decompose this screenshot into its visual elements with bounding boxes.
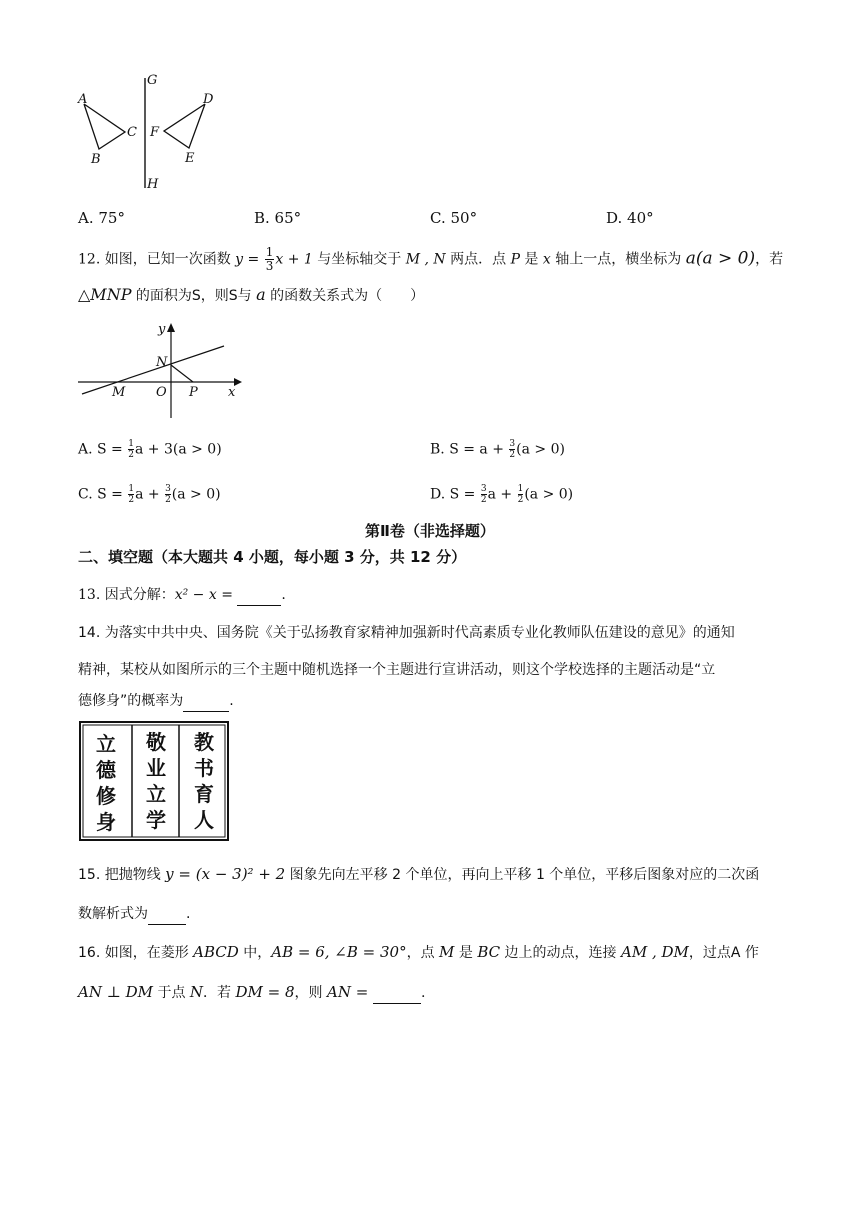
label-m: M [112,385,126,400]
label-x: x [228,385,236,400]
q16-line2: AN ⊥ DM 于点 N．若 DM = 8，则 AN = . [78,982,426,1004]
q11-option-b[interactable]: B. 65° [254,209,302,227]
q15-line1: 15. 把抛物线 y = (x − 3)² + 2 图象先向左平移 2 个单位，再向上平移 1 个单位，平移后图象对应的二次函 [78,865,760,883]
q12-option-b[interactable]: B. S = a + $\frac{3}{2}$ (a > 0) [430,439,565,460]
theme-card-3[interactable]: 教 书 育 人 [194,730,214,832]
label-c: C [127,125,137,140]
q13: 13. 因式分解：x² − x = . [78,585,286,606]
q14-line3: 德修身”的概率为 . [78,691,234,712]
q12-option-c[interactable]: C. S = $\frac{1}{2}$ a + $\frac{3}{2}$ (a > 0) [78,484,221,505]
section-title: 第Ⅱ卷（非选择题） [365,522,495,540]
figure-12-graph [74,318,250,422]
q15-line2: 数解析式为 . [78,904,190,925]
label-n: N [156,355,168,370]
q14-line1: 14. 为落实中共中央、国务院《关于弘扬教育家精神加强新时代高素质专业化教师队伍建设的意见》的通知 [78,625,735,641]
label-h: H [147,177,159,192]
theme-card-2[interactable]: 敬 业 立 学 [146,730,166,832]
q13-answer-blank[interactable] [237,585,281,606]
q15-answer-blank[interactable] [148,904,186,925]
q12-fraction: $\frac{1}{3}$ [265,245,274,273]
line-mn [82,346,224,394]
theme-card-1[interactable]: 立 德 修 身 [96,732,116,834]
label-f: F [150,125,160,140]
triangle-def [164,104,205,148]
triangle-abc [84,104,125,149]
q16-answer-blank[interactable] [373,983,421,1004]
label-y: y [158,322,166,337]
q14-line2: 精神，某校从如图所示的三个主题中随机选择一个主题进行宣讲活动，则这个学校选择的主题活动是“立 [78,662,716,678]
q11-option-d[interactable]: D. 40° [606,209,654,227]
theme-banner [79,721,229,841]
q12-option-a[interactable]: A. S = $\frac{1}{2}$ a + 3(a > 0) [78,439,222,460]
label-b: B [91,152,101,167]
segment-np [171,365,193,382]
q12-line1: 12. 如图，已知一次函数 y = $\frac{1}{3}$ x + 1 与坐标轴交于 M , N 两点．点 P 是 x 轴上一点，横坐标为 a(a > 0)，若 [78,245,784,273]
label-g: G [147,73,158,88]
q12-option-d[interactable]: D. S = $\frac{3}{2}$ a + $\frac{1}{2}$ (a > 0) [430,484,574,505]
label-d: D [203,92,214,107]
q16-line1: 16. 如图，在菱形 ABCD 中，AB = 6, ∠B = 30°，点 M 是 BC 边上的动点，连接 AM , DM，过点A 作 [78,943,759,961]
q11-option-a[interactable]: A. 75° [78,209,125,227]
label-a: A [78,92,88,107]
y-axis-arrow [167,323,175,332]
q12-line2: △MNP 的面积为S，则S与 a 的函数关系式为（ ） [78,285,425,304]
q11-option-c[interactable]: C. 50° [430,209,478,227]
label-o: O [156,385,167,400]
q14-answer-blank[interactable] [183,691,229,712]
q12-number: 12. [78,251,105,268]
section2-heading: 二、填空题（本大题共 4 小题，每小题 3 分，共 12 分） [78,548,467,566]
label-e: E [185,151,195,166]
label-p: P [189,385,198,400]
figure-11-reflection [70,68,230,192]
